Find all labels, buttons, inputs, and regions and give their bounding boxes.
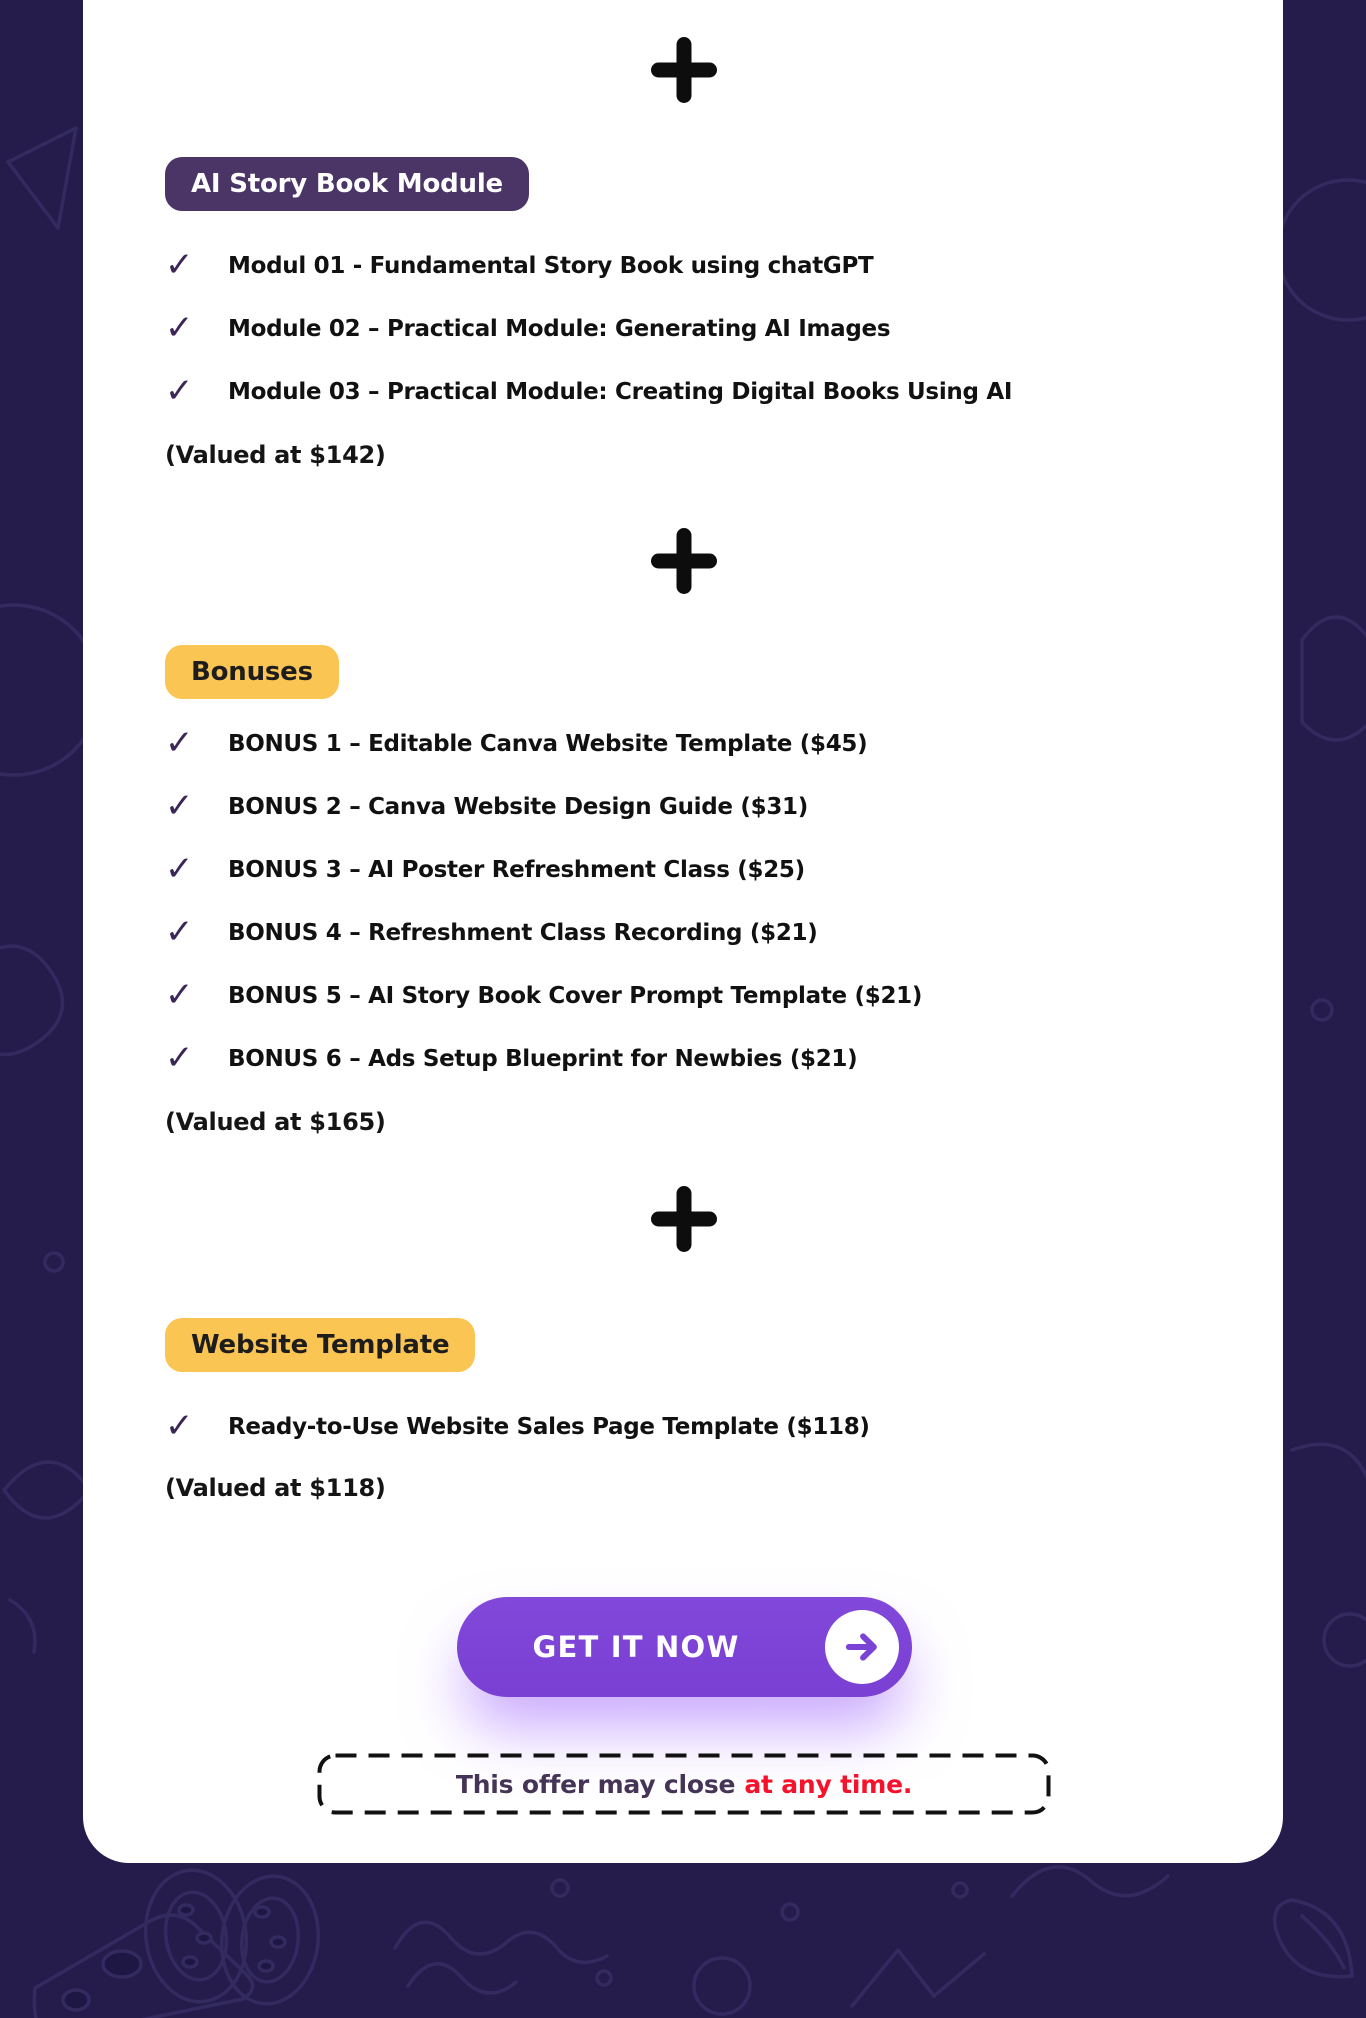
plus-separator-icon xyxy=(651,1186,717,1252)
section-badge-website-template: Website Template xyxy=(165,1318,475,1372)
checkmark-icon: ✓ xyxy=(165,975,194,1015)
list-item-text: BONUS 2 – Canva Website Design Guide ($31) xyxy=(228,794,808,820)
list-item xyxy=(165,372,1012,412)
list-item xyxy=(165,787,808,827)
get-it-now-button[interactable] xyxy=(457,1597,912,1697)
cta-label: GET IT NOW xyxy=(532,1630,740,1664)
list-item xyxy=(165,246,873,286)
checkmark-icon: ✓ xyxy=(165,308,194,348)
valued-label: (Valued at $142) xyxy=(165,441,386,469)
list-item-text: Modul 01 - Fundamental Story Book using chatGPT xyxy=(228,253,874,279)
list-item-text: BONUS 4 – Refreshment Class Recording ($21) xyxy=(228,920,818,946)
offer-note-highlight: at any time. xyxy=(744,1769,913,1799)
plus-separator-icon xyxy=(651,528,717,594)
list-item-text: BONUS 3 – AI Poster Refreshment Class ($25) xyxy=(228,857,805,883)
list-item xyxy=(165,850,805,890)
dashed-border xyxy=(317,1753,1051,1815)
list-item-text: BONUS 5 – AI Story Book Cover Prompt Template ($21) xyxy=(228,983,923,1009)
valued-label: (Valued at $165) xyxy=(165,1108,386,1136)
list-item xyxy=(165,1039,857,1079)
offer-note xyxy=(317,1753,1051,1815)
list-item xyxy=(165,976,922,1016)
checkmark-icon: ✓ xyxy=(165,371,194,411)
checkmark-icon: ✓ xyxy=(165,1406,194,1446)
plus-separator-icon xyxy=(651,37,717,103)
list-item xyxy=(165,724,867,764)
section-badge-ai-story-book-module: AI Story Book Module xyxy=(165,157,529,211)
checkmark-icon: ✓ xyxy=(165,786,194,826)
checkmark-icon: ✓ xyxy=(165,245,194,285)
checkmark-icon: ✓ xyxy=(165,723,194,763)
list-item xyxy=(165,1407,870,1447)
list-item-text: Ready-to-Use Website Sales Page Template ($118) xyxy=(228,1414,870,1440)
offer-note-text: This offer may close xyxy=(455,1769,736,1799)
list-item-text: BONUS 1 – Editable Canva Website Template ($45) xyxy=(228,731,868,757)
list-item-text: BONUS 6 – Ads Setup Blueprint for Newbies ($21) xyxy=(228,1046,858,1072)
list-item xyxy=(165,309,890,349)
list-item-text: Module 02 – Practical Module: Generating AI Images xyxy=(228,316,891,342)
valued-label: (Valued at $118) xyxy=(165,1474,386,1502)
list-item-text: Module 03 – Practical Module: Creating Digital Books Using AI xyxy=(228,379,1013,405)
section-badge-bonuses: Bonuses xyxy=(165,645,339,699)
checkmark-icon: ✓ xyxy=(165,912,194,952)
list-item xyxy=(165,913,817,953)
checkmark-icon: ✓ xyxy=(165,1038,194,1078)
arrow-right-icon xyxy=(825,1610,899,1684)
checkmark-icon: ✓ xyxy=(165,849,194,889)
offer-card xyxy=(83,0,1283,1863)
